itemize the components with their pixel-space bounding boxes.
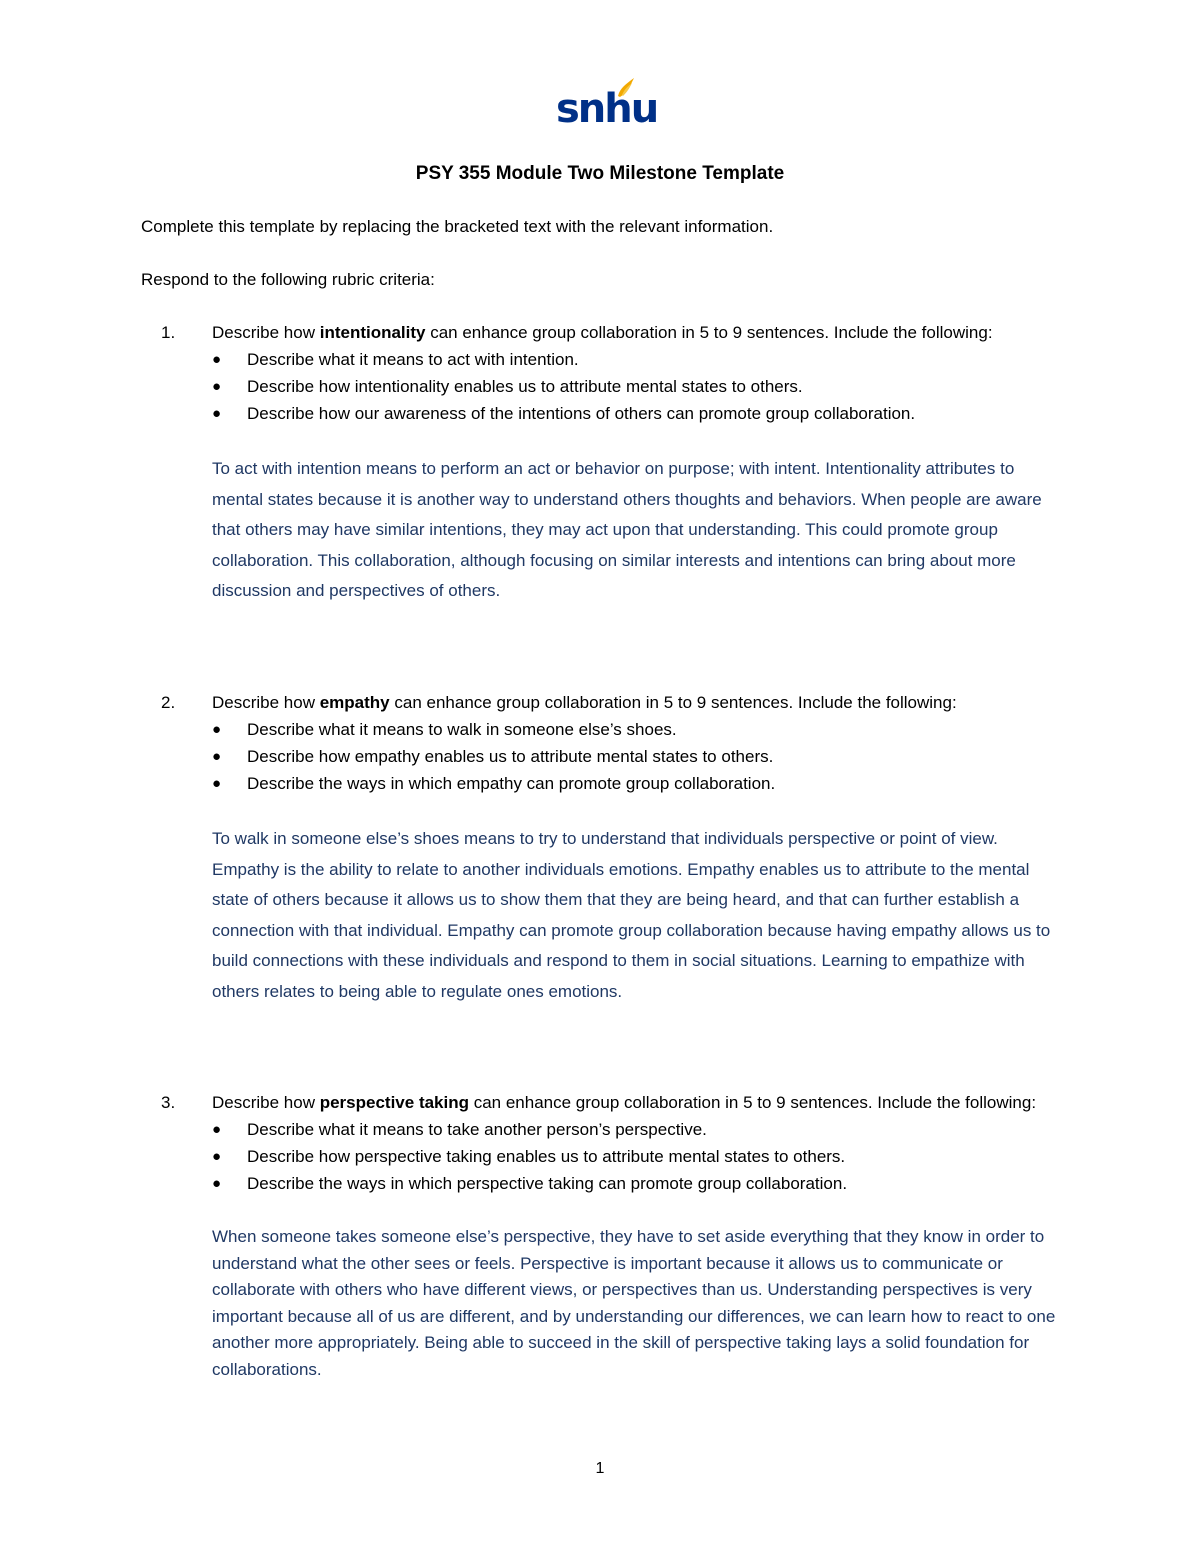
question-keyword: intentionality <box>319 323 426 342</box>
criteria-text: Describe what it means to walk in someone else’s shoes. <box>247 720 677 739</box>
answer-text: To walk in someone else’s shoes means to try to understand that individuals perspective or point of view. Empathy is the ability to relate to another individuals emotions. Empathy enables us to attribute to the mental state of others because it allows us to show them that they are being heard, and that can further establish a connection with that individual. Empathy can promote group collaboration because having empathy allows us to build connections with these individuals and respond to them in social situations. Learning to empathize with others relates to being able to regulate ones emotions. <box>212 829 1051 1001</box>
page-number: 1 <box>595 1460 605 1477</box>
question-prefix: Describe how <box>212 323 320 342</box>
question-prompt <box>141 319 1061 346</box>
criteria-text: Describe what it means to take another person’s perspective. <box>247 1120 707 1139</box>
bullet-icon: ● <box>212 405 222 422</box>
answer-text: To act with intention means to perform an act or behavior on purpose; with intent. Intentionality attributes to mental states because it is another way to understand others thoughts and behaviors. When people are aware that others may have similar intentions, they may act upon that understanding. This could promote group collaboration. This collaboration, although focusing on similar interests and intentions can bring about more discussion and perspectives of others. <box>212 459 1042 600</box>
question-1 <box>141 319 1061 607</box>
question-suffix: can enhance group collaboration in 5 to 9 sentences. Include the following: <box>389 693 957 712</box>
question-suffix: can enhance group collaboration in 5 to 9 sentences. Include the following: <box>425 323 993 342</box>
question-3 <box>141 1089 1061 1383</box>
criteria-text: Describe what it means to act with intention. <box>247 350 579 369</box>
question-2 <box>141 689 1061 1007</box>
criteria-item <box>141 1143 1061 1170</box>
instructions-text: Complete this template by replacing the bracketed text with the relevant information. <box>141 217 774 236</box>
snhu-logo <box>556 76 658 132</box>
question-number: 2. <box>161 693 176 712</box>
bullet-icon: ● <box>212 1175 222 1192</box>
bullet-icon: ● <box>212 775 222 792</box>
criteria-item <box>141 743 1061 770</box>
criteria-list <box>141 716 1061 797</box>
criteria-item <box>141 400 1061 427</box>
criteria-item <box>141 373 1061 400</box>
rubric-intro: Respond to the following rubric criteria: <box>141 270 435 289</box>
question-keyword: empathy <box>319 693 390 712</box>
bullet-icon: ● <box>212 1121 222 1138</box>
criteria-text: Describe how our awareness of the intentions of others can promote group collaboration. <box>247 404 916 423</box>
bullet-icon: ● <box>212 748 222 765</box>
question-prefix: Describe how <box>212 693 320 712</box>
criteria-item <box>141 770 1061 797</box>
criteria-list <box>141 1116 1061 1197</box>
question-suffix: can enhance group collaboration in 5 to 9 sentences. Include the following: <box>469 1093 1037 1112</box>
criteria-text: Describe the ways in which perspective taking can promote group collaboration. <box>247 1174 848 1193</box>
question-prefix: Describe how <box>212 1093 320 1112</box>
criteria-item <box>141 716 1061 743</box>
criteria-item <box>141 346 1061 373</box>
criteria-text: Describe how empathy enables us to attribute mental states to others. <box>247 747 774 766</box>
answer-text: When someone takes someone else’s perspective, they have to set aside everything that they know in order to understand what the other sees or feels. Perspective is important because it allows us to communicate or collaborate with others who have different views, or perspectives than us. Understanding perspectives is very important because all of us are different, and by understanding our differences, we can learn how to react to one another more appropriately. Being able to succeed in the skill of perspective taking lays a solid foundation for collaborations. <box>212 1227 1056 1379</box>
bullet-icon: ● <box>212 1148 222 1165</box>
criteria-list <box>141 346 1061 427</box>
criteria-text: Describe how perspective taking enables us to attribute mental states to others. <box>247 1147 846 1166</box>
question-number: 1. <box>161 323 176 342</box>
logo-text: snhu <box>556 86 658 132</box>
criteria-item <box>141 1170 1061 1197</box>
question-keyword: perspective taking <box>319 1093 469 1112</box>
bullet-icon: ● <box>212 351 222 368</box>
document-title: PSY 355 Module Two Milestone Template <box>415 163 785 184</box>
question-prompt <box>141 1089 1061 1116</box>
question-prompt <box>141 689 1061 716</box>
criteria-text: Describe the ways in which empathy can promote group collaboration. <box>247 774 776 793</box>
bullet-icon: ● <box>212 378 222 395</box>
bullet-icon: ● <box>212 721 222 738</box>
criteria-item <box>141 1116 1061 1143</box>
criteria-text: Describe how intentionality enables us to attribute mental states to others. <box>247 377 803 396</box>
question-number: 3. <box>161 1093 176 1112</box>
